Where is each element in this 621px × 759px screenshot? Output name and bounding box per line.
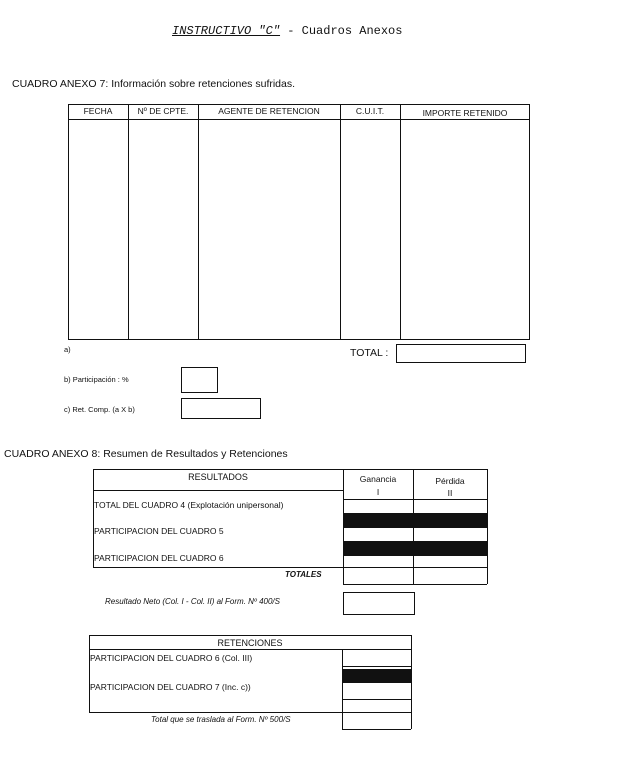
title-rest: - Cuadros Anexos bbox=[287, 24, 403, 38]
header-divider bbox=[89, 649, 411, 650]
table-border bbox=[342, 729, 411, 730]
col-divider bbox=[198, 104, 199, 340]
col-divider bbox=[128, 104, 129, 340]
ganancia-col-num: I bbox=[376, 487, 380, 497]
resultados-header: RESULTADOS bbox=[188, 472, 248, 482]
col-divider bbox=[400, 104, 401, 340]
perdida-col-num: II bbox=[447, 488, 453, 498]
totales-label: TOTALES bbox=[285, 570, 322, 579]
col-header-cpte: Nº DE CPTE. bbox=[137, 106, 189, 116]
cuadro7-header-divider bbox=[68, 119, 530, 120]
row-total-cuadro4: TOTAL DEL CUADRO 4 (Explotación unipersonal) bbox=[94, 500, 284, 510]
resultado-neto-label: Resultado Neto (Col. I - Col. II) al Form. Nº 400/S bbox=[105, 597, 280, 606]
title-main: INSTRUCTIVO "C" bbox=[172, 24, 281, 38]
row-divider bbox=[343, 527, 487, 528]
total-label: TOTAL : bbox=[350, 347, 389, 359]
cuadro7-table-frame bbox=[68, 104, 530, 340]
cuadro7-table bbox=[68, 104, 530, 340]
row-participacion-cuadro6: PARTICIPACION DEL CUADRO 6 bbox=[94, 553, 224, 563]
col-header-fecha: FECHA bbox=[83, 106, 113, 116]
retenciones-header: RETENCIONES bbox=[217, 638, 283, 648]
participacion-label: b) Participación : % bbox=[64, 375, 129, 384]
table-border bbox=[411, 635, 412, 729]
header-divider bbox=[93, 490, 343, 491]
row-divider bbox=[93, 567, 487, 568]
col-header-agente: AGENTE DE RETENCION bbox=[218, 106, 320, 116]
a-label: a) bbox=[64, 345, 71, 354]
table-border bbox=[487, 469, 488, 584]
row-divider bbox=[342, 699, 411, 700]
table-border bbox=[343, 584, 487, 585]
document-title bbox=[172, 24, 402, 38]
perdida-header: Pérdida bbox=[435, 476, 465, 486]
table-border bbox=[93, 469, 487, 470]
total-field[interactable] bbox=[396, 344, 526, 363]
ret-row-cuadro6: PARTICIPACION DEL CUADRO 6 (Col. III) bbox=[90, 653, 253, 663]
col-header-cuit: C.U.I.T. bbox=[355, 106, 385, 116]
blocked-cell bbox=[342, 669, 411, 683]
resultados-table bbox=[93, 469, 487, 585]
blocked-cell bbox=[343, 513, 487, 527]
row-divider bbox=[343, 555, 487, 556]
col-divider bbox=[340, 104, 341, 340]
cuadro7-heading: CUADRO ANEXO 7: Información sobre retenciones sufridas. bbox=[12, 78, 296, 90]
col-header-importe: IMPORTE RETENIDO bbox=[422, 108, 508, 118]
ret-row-cuadro7: PARTICIPACION DEL CUADRO 7 (Inc. c)) bbox=[90, 682, 251, 692]
blocked-cell bbox=[343, 541, 487, 555]
ret-comp-field[interactable] bbox=[181, 398, 261, 419]
participacion-field[interactable] bbox=[181, 367, 218, 393]
retenciones-table bbox=[89, 635, 411, 730]
total-traslada-label: Total que se traslada al Form. Nº 500/S bbox=[151, 715, 291, 724]
row-divider bbox=[342, 666, 411, 667]
header-divider bbox=[343, 499, 487, 500]
col-divider bbox=[342, 649, 343, 729]
ganancia-header: Ganancia bbox=[359, 474, 397, 484]
resultado-neto-field[interactable] bbox=[343, 592, 415, 615]
ret-comp-label: c) Ret. Comp. (a X b) bbox=[64, 405, 135, 414]
table-border bbox=[89, 635, 411, 636]
row-participacion-cuadro5: PARTICIPACION DEL CUADRO 5 bbox=[94, 526, 224, 536]
row-divider bbox=[89, 712, 411, 713]
cuadro8-heading: CUADRO ANEXO 8: Resumen de Resultados y Retenciones bbox=[4, 448, 288, 460]
